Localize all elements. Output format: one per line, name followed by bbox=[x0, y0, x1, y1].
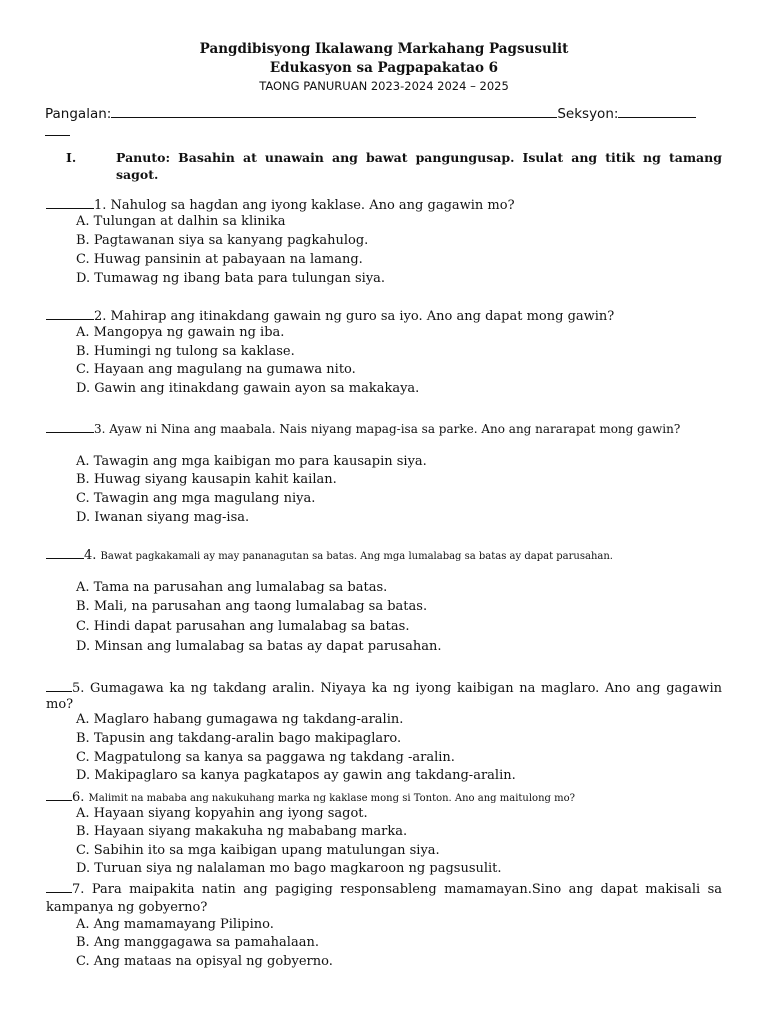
option-4a: A. Tama na parusahan ang lumalabag sa batas. bbox=[76, 580, 388, 595]
option-7c: C. Ang mataas na opisyal ng gobyerno. bbox=[76, 954, 333, 969]
name-blank[interactable] bbox=[111, 104, 557, 118]
question-6 bbox=[46, 788, 722, 808]
option-2a: A. Mangopya ng gawain ng iba. bbox=[76, 325, 285, 340]
exam-title: Pangdibisyong Ikalawang Markahang Pagsusulit bbox=[199, 41, 569, 57]
option-3a: A. Tawagin ang mga kaibigan mo para kausapin siya. bbox=[76, 454, 427, 469]
question-5 bbox=[46, 679, 722, 713]
section-number: I. bbox=[66, 150, 77, 165]
instructions-text: Panuto: Basahin at unawain ang bawat pangungusap. Isulat ang titik ng tamang sagot. bbox=[116, 150, 722, 182]
answer-blank-4[interactable] bbox=[46, 546, 84, 559]
option-1d: D. Tumawag ng ibang bata para tulungan siya. bbox=[76, 271, 386, 286]
option-4b: B. Mali, na parusahan ang taong lumalabag sa batas. bbox=[76, 599, 428, 614]
option-3d: D. Iwanan siyang mag-isa. bbox=[76, 510, 250, 525]
option-1b: B. Pagtawanan siya sa kanyang pagkahulog. bbox=[76, 233, 369, 248]
option-1a: A. Tulungan at dalhin sa klinika bbox=[76, 214, 286, 229]
option-6c: C. Sabihin ito sa mga kaibigan upang matulungan siya. bbox=[76, 843, 440, 858]
question-text-5: 5. Gumagawa ka ng takdang aralin. Niyaya ka ng iyong kaibigan na maglaro. Ano ang gagawin mo? bbox=[46, 681, 722, 712]
option-5a: A. Maglaro habang gumagawa ng takdang-aralin. bbox=[76, 712, 404, 727]
option-2c: C. Hayaan ang magulang na gumawa nito. bbox=[76, 362, 356, 377]
question-2 bbox=[46, 307, 722, 326]
subject-title: Edukasyon sa Pagpapakatao 6 bbox=[269, 60, 499, 76]
option-7a: A. Ang mamamayang Pilipino. bbox=[76, 917, 274, 932]
option-5c: C. Magpatulong sa kanya sa paggawa ng takdang -aralin. bbox=[76, 750, 455, 765]
option-2b: B. Humingi ng tulong sa kaklase. bbox=[76, 344, 295, 359]
question-text-3: 3. Ayaw ni Nina ang maabala. Nais niyang mapag-isa sa parke. Ano ang nararapat mong gawin? bbox=[94, 422, 681, 436]
answer-blank-7[interactable] bbox=[46, 880, 72, 893]
option-2d: D. Gawin ang itinakdang gawain ayon sa makakaya. bbox=[76, 381, 420, 396]
question-number-4: 4. bbox=[84, 548, 97, 563]
question-4 bbox=[46, 546, 722, 566]
section-blank-continuation bbox=[45, 135, 70, 136]
option-6a: A. Hayaan siyang kopyahin ang iyong sagot. bbox=[76, 806, 368, 821]
answer-blank-1[interactable] bbox=[46, 196, 94, 209]
answer-blank-5[interactable] bbox=[46, 679, 72, 692]
question-text-1: 1. Nahulog sa hagdan ang iyong kaklase. Ano ang gagawin mo? bbox=[94, 198, 515, 213]
question-text-6: Malimit na mababa ang nakukuhang marka ng kaklase mong si Tonton. Ano ang maitulong mo? bbox=[88, 793, 575, 804]
answer-blank-2[interactable] bbox=[46, 307, 94, 320]
option-7b: B. Ang manggagawa sa pamahalaan. bbox=[76, 935, 319, 950]
option-4d: D. Minsan ang lumalabag sa batas ay dapat parusahan. bbox=[76, 639, 442, 654]
question-1 bbox=[46, 196, 722, 215]
question-number-6: 6. bbox=[72, 790, 85, 805]
student-info-row bbox=[45, 104, 725, 122]
option-1c: C. Huwag pansinin at pabayaan na lamang. bbox=[76, 252, 363, 267]
question-3 bbox=[46, 420, 722, 437]
option-5b: B. Tapusin ang takdang-aralin bago makipaglaro. bbox=[76, 731, 402, 746]
option-5d: D. Makipaglaro sa kanya pagkatapos ay gawin ang takdang-aralin. bbox=[76, 768, 516, 783]
question-text-7: 7. Para maipakita natin ang pagiging responsableng mamamayan.Sino ang dapat makisali sa kampanya ng gobyerno? bbox=[46, 882, 722, 915]
school-year: TAONG PANURUAN 2023-2024 2024 – 2025 bbox=[259, 79, 509, 93]
name-label: Pangalan: bbox=[45, 106, 112, 122]
option-6d: D. Turuan siya ng nalalaman mo bago magkaroon ng pagsusulit. bbox=[76, 861, 502, 876]
question-7 bbox=[46, 880, 722, 917]
option-3b: B. Huwag siyang kausapin kahit kailan. bbox=[76, 472, 337, 487]
answer-blank-6[interactable] bbox=[46, 788, 72, 801]
question-text-2: 2. Mahirap ang itinakdang gawain ng guro sa iyo. Ano ang dapat mong gawin? bbox=[94, 309, 615, 324]
answer-blank-3[interactable] bbox=[46, 420, 94, 433]
section-label: Seksyon: bbox=[557, 106, 619, 122]
option-4c: C. Hindi dapat parusahan ang lumalabag sa batas. bbox=[76, 619, 410, 634]
option-3c: C. Tawagin ang mga magulang niya. bbox=[76, 491, 316, 506]
section-blank[interactable] bbox=[618, 104, 696, 118]
option-6b: B. Hayaan siyang makakuha ng mababang marka. bbox=[76, 824, 408, 839]
instructions bbox=[66, 149, 722, 183]
question-text-4: Bawat pagkakamali ay may pananagutan sa batas. Ang mga lumalabag sa batas ay dapat parusahan. bbox=[100, 551, 613, 562]
